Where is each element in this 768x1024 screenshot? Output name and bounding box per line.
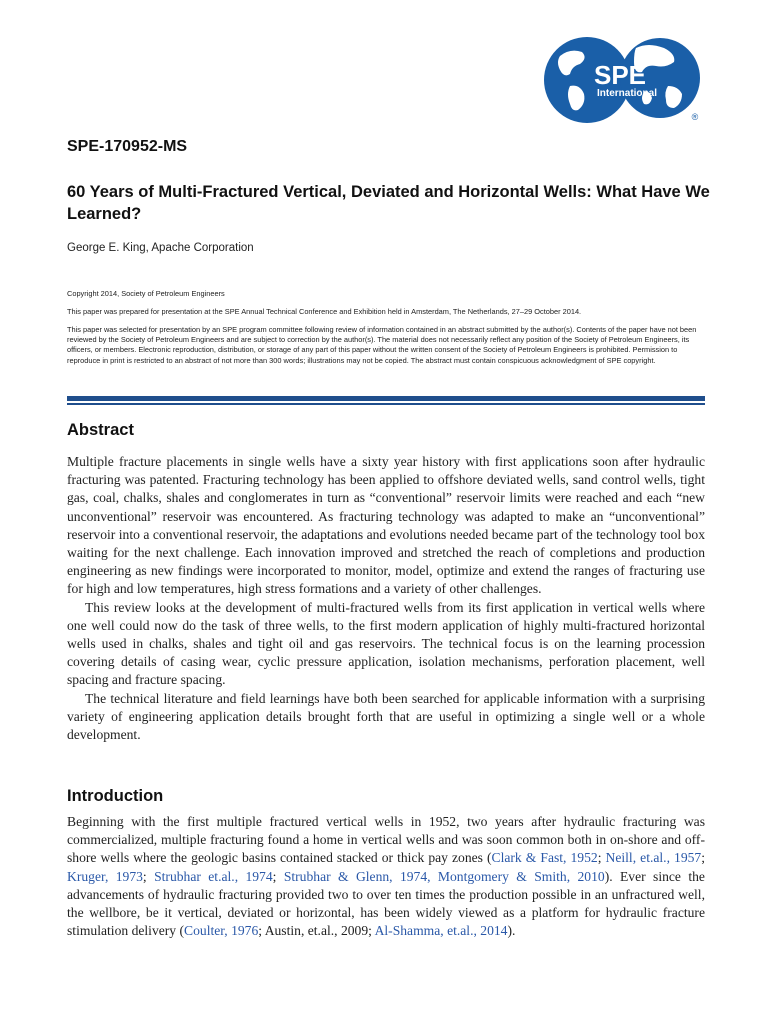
intro-separator: ; [142,868,155,884]
citation-link[interactable]: Kruger, 1973 [67,868,143,884]
intro-text: ). Ever since the advancements of hydraulic fracturing provided two to over ten times the production possible in an unfractured well, the wellbore, be it vertical, deviated or horizontal, has been widely viewed as a platform for hydraulic fracture stimulation delivery ( [67,868,705,939]
section-divider-thin [67,403,705,405]
copyright-notice: Copyright 2014, Society of Petroleum Engineers [67,289,225,298]
introduction-heading: Introduction [67,787,164,805]
intro-text: ; Austin, et.al., 2009; [258,923,375,939]
introduction-body [67,813,705,940]
logo-text-main: SPE [593,60,647,90]
abstract-paragraph-2: This review looks at the development of multi-fractured wells from its first application in vertical wells where one well could now do the task of three wells, to the first modern application of highly multi-fractured horizontal wells used in chalks, shales and tight oil and gas reservoirs. The technical focus is on the learning procession covering details of casing wear, cyclic pressure application, isolation mechanisms, perforation placement, well spacing and fracture spacing. [67,599,705,688]
citation-link[interactable]: Strubhar et.al., 1974 [154,868,273,884]
author-line: George E. King, Apache Corporation [67,242,254,254]
citation-link[interactable]: Al-Shamma, et.al., 2014 [374,923,508,939]
paper-id: SPE-170952-MS [67,138,188,155]
paper-title: 60 Years of Multi-Fractured Vertical, Deviated and Horizontal Wells: What Have We Learned? [67,183,710,223]
citation-link[interactable]: Clark & Fast, 1952 [491,850,598,866]
abstract-body [67,453,705,744]
introduction-paragraph-1 [67,813,705,940]
citation-link[interactable]: Strubhar & Glenn, 1974, Montgomery & Smith, 2010 [283,868,605,884]
selection-notice: This paper was selected for presentation by an SPE program committee following review of information contained in an abstract submitted by the author(s). Contents of the paper have not been reviewed by the Society of Petroleum Engineers and are subject to correction by the author(s). The material does not necessarily reflect any position of the Society of Petroleum Engineers, its officers, or members. Electronic reproduction, distribution, or storage of any part of this paper without the written consent of the Society of Petroleum Engineers is prohibited. Permission to reproduce in print is restricted to an abstract of not more than 300 words; illustrations may not be copied. The abstract must contain conspicuous acknowledgment of SPE copyright. [67,325,697,365]
logo-text-sub: International [596,88,658,99]
intro-separator: ; [597,850,606,866]
abstract-heading: Abstract [67,421,134,439]
intro-separator: ; [272,868,284,884]
abstract-paragraph-1: Multiple fracture placements in single wells have a sixty year history with first applications soon after hydraulic fracturing was patented. Fracturing technology has been applied to offshore deviated wells, sand control wells, tight gas, coal, chalks, shales and conglomerates in turn as “conventional” reservoir limits were reached and each “new unconventional” reservoir was encountered. As fracturing technology was adapted to make an “unconventional” reservoir into a conventional reservoir, the adaptations and evolutions needed became part of the technology tool box waiting for the next challenge. Each innovation improved and stretched the reach of completions and production engineering as new findings were incorporated to monitor, model, optimize and extend the ranges of fracturing use for high and low temperatures, high stress formations and a variety of other challenges. [67,454,705,597]
presentation-notice: This paper was prepared for presentation at the SPE Annual Technical Conference and Exhibition held in Amsterdam, The Netherlands, 27–29 October 2014. [67,307,582,316]
abstract-paragraph-3: The technical literature and field learnings have both been searched for applicable information with a surprising variety of engineering application details brought forth that are useful in optimizing a single well or a whole development. [67,690,705,743]
spe-international-logo [540,34,712,126]
intro-separator: ; [701,850,705,866]
section-divider-thick [67,396,705,401]
citation-link[interactable]: Neill, et.al., 1957 [605,850,702,866]
citation-link[interactable]: Coulter, 1976 [184,923,259,939]
intro-text: Beginning with the first multiple fractured vertical wells in 1952, two years after hydraulic fracturing was commercialized, multiple fracturing found a home in vertical wells and was soon common both in on-shore and off-shore wells where the geologic basins contained stacked or thick pay zones ( [67,814,705,866]
intro-text: ). [507,923,516,939]
logo-registered-mark: ® [691,112,699,122]
